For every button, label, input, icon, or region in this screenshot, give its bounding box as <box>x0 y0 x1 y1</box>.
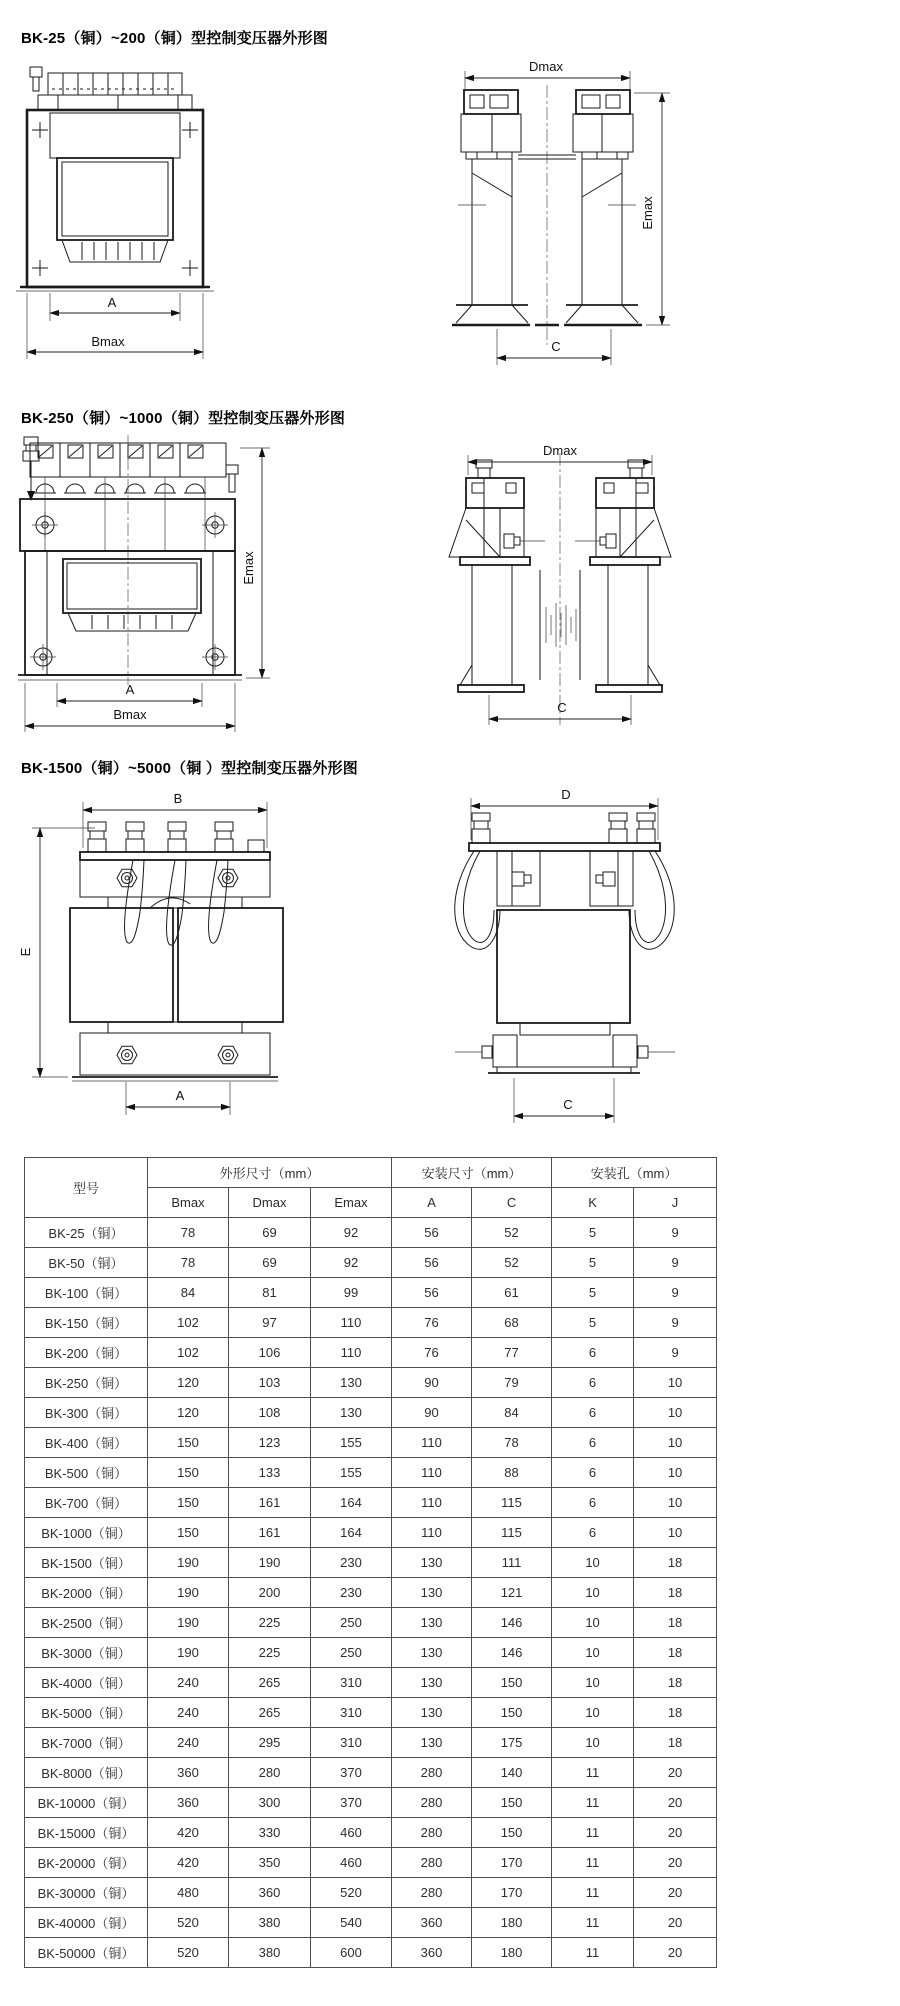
section1-side-dimensions <box>465 59 670 365</box>
section3-side-view <box>455 813 675 1073</box>
value-cell: 84 <box>148 1278 229 1308</box>
value-cell: 130 <box>392 1668 472 1698</box>
value-cell: 20 <box>634 1818 717 1848</box>
table-row <box>25 1218 717 1248</box>
value-cell: 5 <box>552 1308 634 1338</box>
value-cell: 6 <box>552 1398 634 1428</box>
value-cell: 164 <box>311 1518 392 1548</box>
value-cell: 18 <box>634 1578 717 1608</box>
dim-label-c: C <box>557 700 567 715</box>
value-cell: 133 <box>229 1458 311 1488</box>
value-cell: 240 <box>148 1668 229 1698</box>
section2-title: BK-250（铜）~1000（铜）型控制变压器外形图 <box>21 410 346 427</box>
value-cell: 102 <box>148 1338 229 1368</box>
value-cell: 110 <box>311 1338 392 1368</box>
value-cell: 170 <box>472 1848 552 1878</box>
value-cell: 84 <box>472 1398 552 1428</box>
value-cell: 11 <box>552 1758 634 1788</box>
value-cell: 88 <box>472 1458 552 1488</box>
value-cell: 9 <box>634 1338 717 1368</box>
value-cell: 18 <box>634 1698 717 1728</box>
table-row <box>25 1938 717 1968</box>
table-row <box>25 1578 717 1608</box>
dim-label-b: B <box>173 791 183 806</box>
upper-mount-holes <box>32 512 228 538</box>
value-cell: 123 <box>229 1428 311 1458</box>
value-cell: 5 <box>552 1218 634 1248</box>
dim-label-a: A <box>107 295 117 310</box>
model-cell: BK-100（铜） <box>25 1278 148 1308</box>
value-cell: 280 <box>392 1758 472 1788</box>
value-cell: 280 <box>392 1818 472 1848</box>
column-header: Bmax <box>148 1188 229 1218</box>
value-cell: 18 <box>634 1608 717 1638</box>
model-cell: BK-2000（铜） <box>25 1578 148 1608</box>
value-cell: 200 <box>229 1578 311 1608</box>
model-cell: BK-700（铜） <box>25 1488 148 1518</box>
value-cell: 6 <box>552 1338 634 1368</box>
value-cell: 175 <box>472 1728 552 1758</box>
value-cell: 155 <box>311 1428 392 1458</box>
value-cell: 180 <box>472 1908 552 1938</box>
value-cell: 10 <box>634 1488 717 1518</box>
terminal-bolts <box>88 822 264 852</box>
value-cell: 420 <box>148 1818 229 1848</box>
value-cell: 310 <box>311 1698 392 1728</box>
value-cell: 102 <box>148 1308 229 1338</box>
table-row <box>25 1698 717 1728</box>
value-cell: 155 <box>311 1458 392 1488</box>
clamp-nuts-top <box>117 869 238 886</box>
value-cell: 79 <box>472 1368 552 1398</box>
value-cell: 330 <box>229 1818 311 1848</box>
value-cell: 9 <box>634 1278 717 1308</box>
model-column-header: 型号 <box>25 1158 148 1218</box>
column-header: C <box>472 1188 552 1218</box>
dim-label-dmax: Dmax <box>529 59 563 74</box>
section3-outline-drawing <box>0 790 900 1130</box>
value-cell: 146 <box>472 1638 552 1668</box>
value-cell: 161 <box>229 1518 311 1548</box>
value-cell: 56 <box>392 1278 472 1308</box>
table-row <box>25 1428 717 1458</box>
table-row <box>25 1518 717 1548</box>
value-cell: 5 <box>552 1278 634 1308</box>
value-cell: 130 <box>392 1638 472 1668</box>
value-cell: 370 <box>311 1758 392 1788</box>
value-cell: 310 <box>311 1668 392 1698</box>
value-cell: 10 <box>552 1668 634 1698</box>
value-cell: 61 <box>472 1278 552 1308</box>
section1-title: BK-25（铜）~200（铜）型控制变压器外形图 <box>21 30 328 47</box>
model-cell: BK-10000（铜） <box>25 1788 148 1818</box>
terminal-bolts-side <box>472 813 655 843</box>
value-cell: 20 <box>634 1878 717 1908</box>
value-cell: 225 <box>229 1608 311 1638</box>
value-cell: 520 <box>148 1938 229 1968</box>
table-row <box>25 1908 717 1938</box>
value-cell: 11 <box>552 1878 634 1908</box>
value-cell: 10 <box>634 1428 717 1458</box>
dim-label-a: A <box>175 1088 185 1103</box>
model-cell: BK-40000（铜） <box>25 1908 148 1938</box>
table-row <box>25 1638 717 1668</box>
table-row <box>25 1818 717 1848</box>
value-cell: 150 <box>472 1788 552 1818</box>
model-cell: BK-15000（铜） <box>25 1818 148 1848</box>
table-row <box>25 1458 717 1488</box>
value-cell: 10 <box>552 1698 634 1728</box>
value-cell: 190 <box>148 1548 229 1578</box>
lower-mount-holes <box>30 644 228 670</box>
value-cell: 150 <box>472 1698 552 1728</box>
model-cell: BK-30000（铜） <box>25 1878 148 1908</box>
value-cell: 11 <box>552 1908 634 1938</box>
model-cell: BK-400（铜） <box>25 1428 148 1458</box>
value-cell: 540 <box>311 1908 392 1938</box>
value-cell: 240 <box>148 1728 229 1758</box>
value-cell: 250 <box>311 1638 392 1668</box>
value-cell: 6 <box>552 1368 634 1398</box>
table-row <box>25 1548 717 1578</box>
value-cell: 265 <box>229 1698 311 1728</box>
value-cell: 20 <box>634 1758 717 1788</box>
dim-label-e: E <box>18 947 33 957</box>
value-cell: 69 <box>229 1218 311 1248</box>
value-cell: 170 <box>472 1878 552 1908</box>
dim-label-dmax: Dmax <box>543 443 577 458</box>
value-cell: 240 <box>148 1698 229 1728</box>
value-cell: 460 <box>311 1818 392 1848</box>
model-cell: BK-50（铜） <box>25 1248 148 1278</box>
value-cell: 10 <box>552 1638 634 1668</box>
value-cell: 10 <box>634 1368 717 1398</box>
value-cell: 52 <box>472 1248 552 1278</box>
value-cell: 18 <box>634 1548 717 1578</box>
table-row <box>25 1878 717 1908</box>
value-cell: 180 <box>472 1938 552 1968</box>
value-cell: 110 <box>392 1518 472 1548</box>
dim-label-emax: Emax <box>640 196 655 230</box>
value-cell: 310 <box>311 1728 392 1758</box>
model-cell: BK-200（铜） <box>25 1338 148 1368</box>
value-cell: 20 <box>634 1938 717 1968</box>
value-cell: 52 <box>472 1218 552 1248</box>
value-cell: 480 <box>148 1878 229 1908</box>
value-cell: 18 <box>634 1668 717 1698</box>
model-cell: BK-2500（铜） <box>25 1608 148 1638</box>
value-cell: 6 <box>552 1518 634 1548</box>
value-cell: 103 <box>229 1368 311 1398</box>
value-cell: 190 <box>229 1548 311 1578</box>
value-cell: 190 <box>148 1578 229 1608</box>
value-cell: 110 <box>311 1308 392 1338</box>
table-row <box>25 1368 717 1398</box>
value-cell: 6 <box>552 1458 634 1488</box>
value-cell: 97 <box>229 1308 311 1338</box>
dim-label-d: D <box>561 790 571 802</box>
value-cell: 360 <box>148 1788 229 1818</box>
dim-label-bmax: Bmax <box>91 334 125 349</box>
table-row <box>25 1788 717 1818</box>
value-cell: 280 <box>392 1848 472 1878</box>
value-cell: 110 <box>392 1458 472 1488</box>
value-cell: 120 <box>148 1398 229 1428</box>
value-cell: 90 <box>392 1368 472 1398</box>
value-cell: 10 <box>552 1578 634 1608</box>
value-cell: 18 <box>634 1638 717 1668</box>
value-cell: 6 <box>552 1488 634 1518</box>
table-row <box>25 1728 717 1758</box>
value-cell: 600 <box>311 1938 392 1968</box>
value-cell: 78 <box>148 1248 229 1278</box>
table-row <box>25 1338 717 1368</box>
value-cell: 300 <box>229 1788 311 1818</box>
mounting-hole-group-header: 安装孔（mm） <box>552 1158 717 1188</box>
value-cell: 9 <box>634 1248 717 1278</box>
value-cell: 92 <box>311 1218 392 1248</box>
value-cell: 81 <box>229 1278 311 1308</box>
value-cell: 150 <box>472 1818 552 1848</box>
section2-front-dimensions <box>25 448 270 732</box>
value-cell: 76 <box>392 1338 472 1368</box>
value-cell: 10 <box>552 1728 634 1758</box>
value-cell: 92 <box>311 1248 392 1278</box>
value-cell: 360 <box>392 1938 472 1968</box>
table-row <box>25 1278 717 1308</box>
table-row <box>25 1668 717 1698</box>
section2-side-view <box>449 453 671 725</box>
value-cell: 140 <box>472 1758 552 1788</box>
model-cell: BK-8000（铜） <box>25 1758 148 1788</box>
value-cell: 20 <box>634 1848 717 1878</box>
value-cell: 280 <box>229 1758 311 1788</box>
value-cell: 106 <box>229 1338 311 1368</box>
section1-front-view <box>16 67 214 291</box>
value-cell: 230 <box>311 1548 392 1578</box>
model-cell: BK-5000（铜） <box>25 1698 148 1728</box>
model-cell: BK-500（铜） <box>25 1458 148 1488</box>
model-cell: BK-50000（铜） <box>25 1938 148 1968</box>
dim-label-c: C <box>551 339 561 354</box>
value-cell: 10 <box>552 1608 634 1638</box>
value-cell: 460 <box>311 1848 392 1878</box>
value-cell: 68 <box>472 1308 552 1338</box>
clamp-nuts-bottom <box>117 1046 238 1063</box>
value-cell: 360 <box>229 1878 311 1908</box>
value-cell: 150 <box>472 1668 552 1698</box>
model-cell: BK-3000（铜） <box>25 1638 148 1668</box>
value-cell: 161 <box>229 1488 311 1518</box>
value-cell: 130 <box>392 1608 472 1638</box>
section2-outline-drawing <box>0 435 900 735</box>
section1-front-dimensions <box>27 293 203 359</box>
lead-wires <box>125 860 228 945</box>
value-cell: 18 <box>634 1728 717 1758</box>
value-cell: 10 <box>634 1458 717 1488</box>
dim-label-emax: Emax <box>241 551 256 585</box>
value-cell: 295 <box>229 1728 311 1758</box>
value-cell: 9 <box>634 1308 717 1338</box>
model-cell: BK-250（铜） <box>25 1368 148 1398</box>
value-cell: 6 <box>552 1428 634 1458</box>
value-cell: 76 <box>392 1308 472 1338</box>
value-cell: 10 <box>634 1518 717 1548</box>
value-cell: 10 <box>634 1398 717 1428</box>
value-cell: 230 <box>311 1578 392 1608</box>
section2-front-view <box>18 435 242 685</box>
model-cell: BK-4000（铜） <box>25 1668 148 1698</box>
group-header-row <box>25 1158 717 1188</box>
outline-size-group-header: 外形尺寸（mm） <box>148 1158 392 1188</box>
table-row <box>25 1398 717 1428</box>
value-cell: 520 <box>148 1908 229 1938</box>
model-cell: BK-7000（铜） <box>25 1728 148 1758</box>
value-cell: 265 <box>229 1668 311 1698</box>
column-header: Dmax <box>229 1188 311 1218</box>
value-cell: 190 <box>148 1638 229 1668</box>
value-cell: 146 <box>472 1608 552 1638</box>
value-cell: 130 <box>392 1698 472 1728</box>
model-cell: BK-150（铜） <box>25 1308 148 1338</box>
model-cell: BK-1000（铜） <box>25 1518 148 1548</box>
value-cell: 130 <box>311 1368 392 1398</box>
value-cell: 99 <box>311 1278 392 1308</box>
terminal-domes <box>34 484 206 493</box>
value-cell: 130 <box>311 1398 392 1428</box>
section3-front-dimensions <box>18 791 267 1115</box>
dimension-table <box>24 1157 717 1968</box>
section1-outline-drawing <box>0 55 900 385</box>
value-cell: 360 <box>148 1758 229 1788</box>
value-cell: 78 <box>472 1428 552 1458</box>
value-cell: 280 <box>392 1788 472 1818</box>
value-cell: 56 <box>392 1248 472 1278</box>
table-row <box>25 1758 717 1788</box>
value-cell: 164 <box>311 1488 392 1518</box>
value-cell: 380 <box>229 1908 311 1938</box>
value-cell: 69 <box>229 1248 311 1278</box>
value-cell: 110 <box>392 1488 472 1518</box>
value-cell: 280 <box>392 1878 472 1908</box>
value-cell: 370 <box>311 1788 392 1818</box>
value-cell: 111 <box>472 1548 552 1578</box>
value-cell: 5 <box>552 1248 634 1278</box>
value-cell: 150 <box>148 1428 229 1458</box>
value-cell: 78 <box>148 1218 229 1248</box>
value-cell: 11 <box>552 1848 634 1878</box>
value-cell: 350 <box>229 1848 311 1878</box>
value-cell: 56 <box>392 1218 472 1248</box>
model-cell: BK-20000（铜） <box>25 1848 148 1878</box>
section3-front-view <box>70 822 283 1081</box>
value-cell: 130 <box>392 1578 472 1608</box>
value-cell: 10 <box>552 1548 634 1578</box>
table-row <box>25 1488 717 1518</box>
mounting-size-group-header: 安装尺寸（mm） <box>392 1158 552 1188</box>
value-cell: 108 <box>229 1398 311 1428</box>
model-cell: BK-1500（铜） <box>25 1548 148 1578</box>
value-cell: 420 <box>148 1848 229 1878</box>
column-header: Emax <box>311 1188 392 1218</box>
table-row <box>25 1248 717 1278</box>
value-cell: 520 <box>311 1878 392 1908</box>
section1-side-view <box>452 85 642 345</box>
value-cell: 20 <box>634 1788 717 1818</box>
value-cell: 77 <box>472 1338 552 1368</box>
value-cell: 110 <box>392 1428 472 1458</box>
value-cell: 121 <box>472 1578 552 1608</box>
value-cell: 115 <box>472 1518 552 1548</box>
section3-title: BK-1500（铜）~5000（铜 ）型控制变压器外形图 <box>21 760 358 777</box>
dim-label-a: A <box>125 682 135 697</box>
dim-label-bmax: Bmax <box>113 707 147 722</box>
value-cell: 90 <box>392 1398 472 1428</box>
value-cell: 150 <box>148 1488 229 1518</box>
column-header: J <box>634 1188 717 1218</box>
table-row <box>25 1608 717 1638</box>
value-cell: 9 <box>634 1218 717 1248</box>
value-cell: 120 <box>148 1368 229 1398</box>
value-cell: 150 <box>148 1518 229 1548</box>
value-cell: 11 <box>552 1938 634 1968</box>
value-cell: 250 <box>311 1608 392 1638</box>
value-cell: 11 <box>552 1788 634 1818</box>
dim-label-c: C <box>563 1097 573 1112</box>
value-cell: 380 <box>229 1938 311 1968</box>
model-cell: BK-25（铜） <box>25 1218 148 1248</box>
column-header: A <box>392 1188 472 1218</box>
value-cell: 190 <box>148 1608 229 1638</box>
value-cell: 130 <box>392 1548 472 1578</box>
value-cell: 150 <box>148 1458 229 1488</box>
value-cell: 360 <box>392 1908 472 1938</box>
value-cell: 225 <box>229 1638 311 1668</box>
column-header: K <box>552 1188 634 1218</box>
table-row <box>25 1308 717 1338</box>
model-cell: BK-300（铜） <box>25 1398 148 1428</box>
table-row <box>25 1848 717 1878</box>
value-cell: 20 <box>634 1908 717 1938</box>
value-cell: 115 <box>472 1488 552 1518</box>
value-cell: 11 <box>552 1818 634 1848</box>
value-cell: 130 <box>392 1728 472 1758</box>
